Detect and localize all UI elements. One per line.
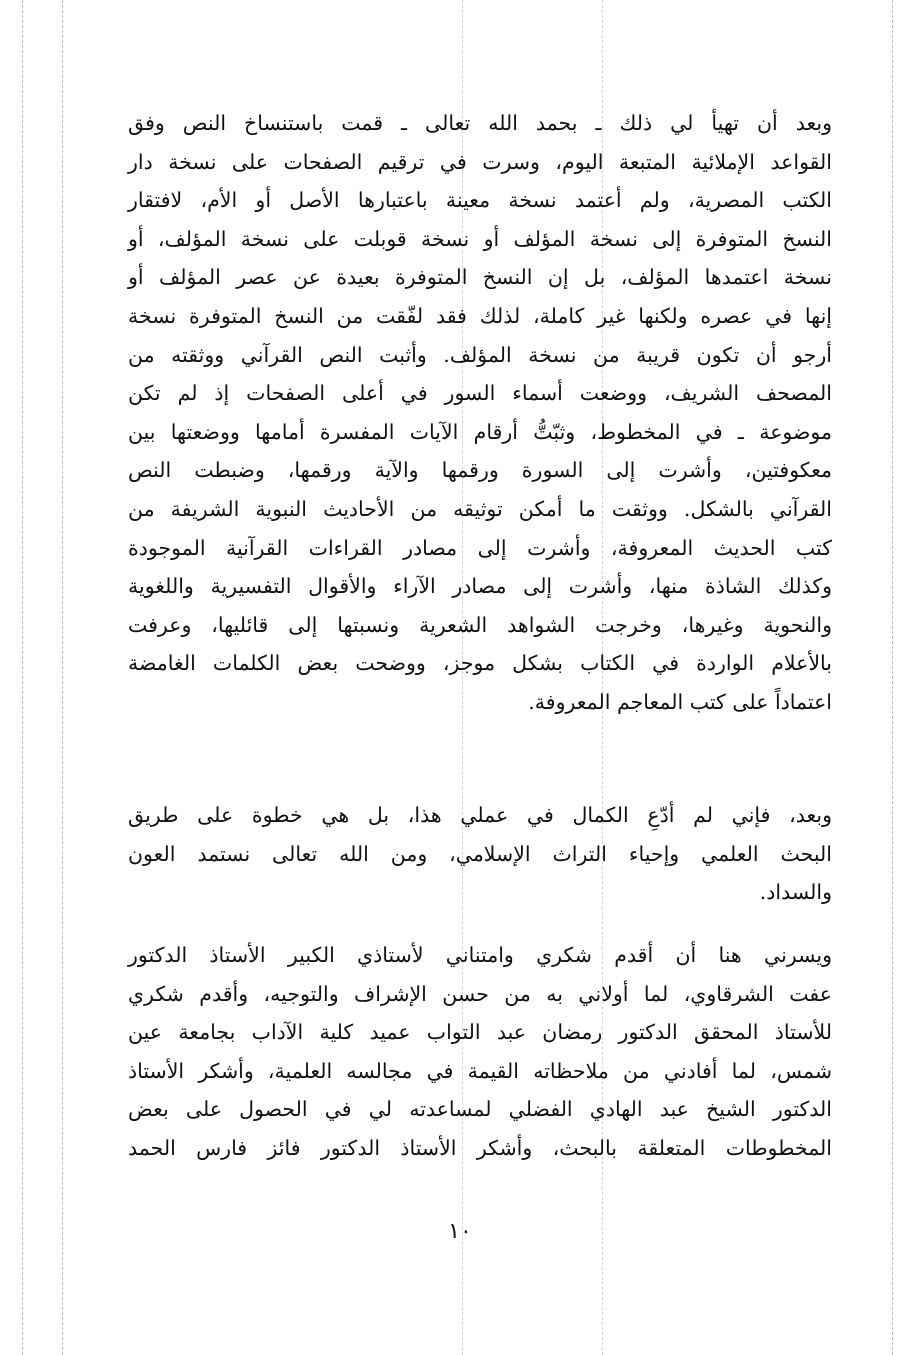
text-line: عفت الشرقاوي، لما أولاني به من حسن الإشراف والتوجيه، وأقدم شكري — [128, 981, 832, 1006]
text-line: شمس، لما أفادني من ملاحظاته القيمة في مجالسه العلمية، وأشكر الأستاذ — [128, 1058, 832, 1083]
text-line: النسخ المتوفرة إلى نسخة المؤلف أو نسخة قوبلت على نسخة المؤلف، أو — [128, 226, 832, 251]
text-line: وبعد أن تهيأ لي ذلك ـ بحمد الله تعالى ـ قمت باستنساخ النص وفق — [128, 111, 832, 135]
text-line: والسداد. — [759, 880, 832, 905]
scan-edge-line — [22, 0, 23, 1355]
text-line: البحث العلمي وإحياء التراث الإسلامي، ومن الله تعالى نستمد العون — [128, 841, 832, 866]
page-number: ١٠ — [448, 1219, 472, 1244]
scan-edge-line — [892, 0, 893, 1355]
text-line: إنها في عصره ولكنها غير كاملة، لذلك فقد لفّقت من النسخ المتوفرة نسخة — [128, 303, 832, 328]
text-line: القواعد الإملائية المتبعة اليوم، وسرت في ترقيم الصفحات على نسخة دار — [128, 149, 832, 174]
paragraph-methodology — [128, 104, 832, 722]
text-line: أرجو أن تكون قريبة من نسخة المؤلف. وأثبت النص القرآني ووثقته من — [128, 342, 832, 367]
text-line: موضوعة ـ في المخطوط، وثبّتُّ أرقام الآيات المفسرة أمامها ووضعتها بين — [128, 419, 832, 444]
scan-edge-line — [62, 0, 63, 1355]
text-line: وكذلك الشاذة منها، وأشرت إلى مصادر الآراء والأقوال التفسيرية واللغوية — [128, 574, 832, 599]
text-line: القرآني بالشكل. ووثقت ما أمكن توثيقه من الأحاديث النبوية الشريفة من — [128, 496, 832, 521]
text-line: كتب الحديث المعروفة، وأشرت إلى مصادر القراءات القرآنية الموجودة — [128, 535, 832, 560]
text-line: الكتب المصرية، ولم أعتمد نسخة معينة باعتبارها الأصل أو الأم، لافتقار — [128, 188, 832, 213]
text-line: اعتماداً على كتب المعاجم المعروفة. — [528, 689, 832, 714]
text-line: للأستاذ المحقق الدكتور رمضان عبد التواب عميد كلية الآداب بجامعة عين — [128, 1020, 832, 1045]
paragraph-closing — [128, 796, 832, 912]
text-line: المصحف الشريف، ووضعت أسماء السور في أعلى الصفحات إذ لم تكن — [128, 381, 832, 406]
paragraph-acknowledgements — [128, 936, 832, 1168]
text-line: نسخة اعتمدها المؤلف، بل إن النسخ المتوفرة بعيدة عن عصر المؤلف أو — [128, 265, 832, 290]
text-line: معكوفتين، وأشرت إلى السورة ورقمها والآية ورقمها، وضبطت النص — [128, 458, 832, 483]
text-line: بالأعلام الواردة في الكتاب بشكل موجز، ووضحت بعض الكلمات الغامضة — [128, 651, 832, 676]
text-line: ويسرني هنا أن أقدم شكري وامتناني لأستاذي الكبير الأستاذ الدكتور — [128, 943, 832, 967]
text-line: وبعد، فإني لم أدّعِ الكمال في عملي هذا، بل هي خطوة على طريق — [128, 803, 832, 827]
text-line: الدكتور الشيخ عبد الهادي الفضلي لمساعدته لي في الحصول على بعض — [128, 1097, 832, 1122]
text-line: المخطوطات المتعلقة بالبحث، وأشكر الأستاذ الدكتور فائز فارس الحمد — [128, 1135, 832, 1160]
text-line: والنحوية وغيرها، وخرجت الشواهد الشعرية ونسبتها إلى قائليها، وعرفت — [128, 612, 832, 637]
